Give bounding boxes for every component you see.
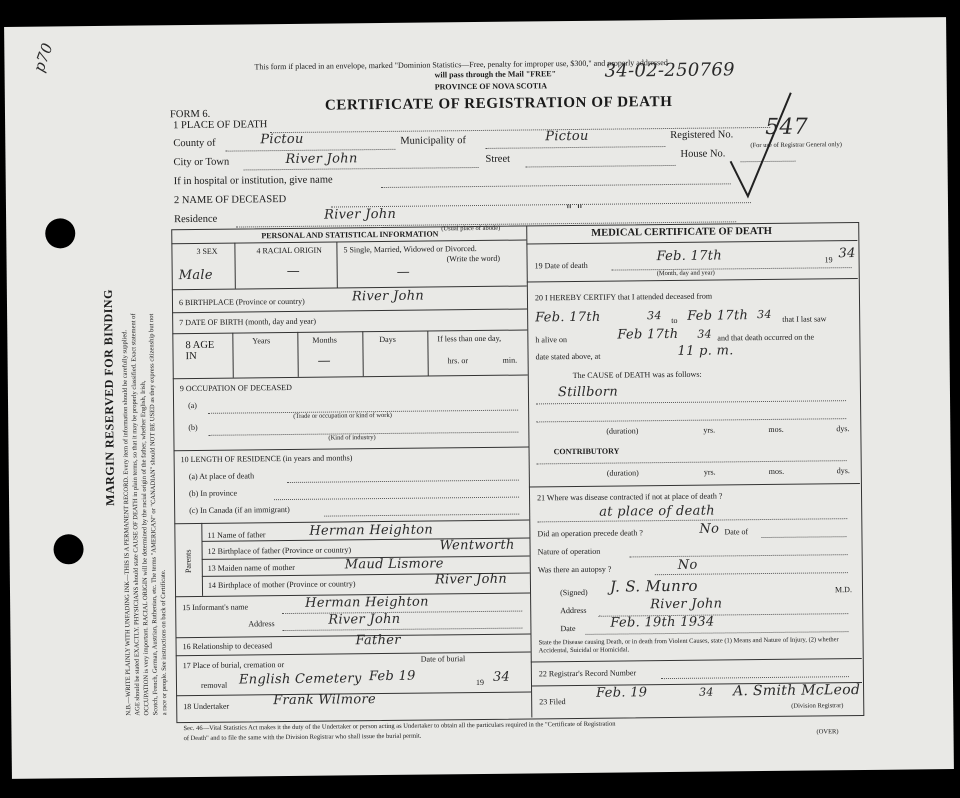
res-a-label: (a) At place of death <box>188 471 255 482</box>
informant-address-label: Address <box>248 619 275 629</box>
nature-label: Nature of operation <box>537 546 601 557</box>
yrs-label-1: yrs. <box>703 425 716 435</box>
record-number-label: 22 Registrar's Record Number <box>538 668 637 679</box>
dys-label-2: dys. <box>836 466 850 476</box>
filed-value: Feb. 19 <box>596 685 648 701</box>
hospital-label: If in hospital or institution, give name <box>173 174 333 188</box>
filed-label: 23 Filed <box>539 697 566 707</box>
operation-value: No <box>699 521 720 537</box>
father-birthplace-label: 12 Birthplace of father (Province or country) <box>207 545 352 556</box>
medical-address-value: River John <box>650 596 723 613</box>
mother-birthplace-value: River John <box>434 571 508 588</box>
autopsy-label: Was there an autopsy ? <box>537 564 612 575</box>
death-year-prefix: 19 <box>824 255 833 265</box>
death-date-value: Feb. 17th <box>656 248 723 265</box>
months-value: — <box>317 353 331 369</box>
form-number: FORM 6. <box>169 108 211 121</box>
undertaker-value: Frank Wilmore <box>273 692 377 709</box>
postal-note-2: will pass through the Mail "FREE" <box>434 69 557 80</box>
page-title: CERTIFICATE OF REGISTRATION OF DEATH <box>324 93 673 114</box>
racial-origin-value: — <box>286 263 301 280</box>
removal-label: removal <box>200 680 228 690</box>
registrar-note: (Division Registrar) <box>791 702 844 710</box>
birthplace-label: 6 BIRTHPLACE (Province or country) <box>178 296 305 308</box>
county-value: Pictou <box>260 131 304 148</box>
footer-line-2: of Death" and to file the same with the Division Registrar who shall issue the burial permit. <box>183 732 422 743</box>
duration-label-2: (duration) <box>606 468 639 478</box>
registered-note: (For use of Registrar General only) <box>750 141 842 150</box>
burial-place-value: English Cemetery <box>238 671 362 688</box>
res-b-label: (b) In province <box>188 488 238 499</box>
city-value: River John <box>285 151 358 168</box>
mother-value: Maud Lismore <box>344 556 444 573</box>
registrar-signature: A. Smith McLeod <box>733 682 861 700</box>
years-label: Years <box>252 336 271 346</box>
sex-value: Male <box>178 267 213 284</box>
registered-label: Registered No. <box>670 129 734 141</box>
res-c-label: (c) In Canada (if an immigrant) <box>189 504 290 516</box>
footer-line-1: Sec. 46—Vital Statistics Act makes it the duty of the Undertaker or person acting as Undertaker to obtain all the particulars required in the "Certificate of Registration <box>183 720 616 733</box>
relationship-label: 16 Relationship to deceased <box>182 641 273 652</box>
yrs-label-2: yrs. <box>703 467 716 477</box>
marital-note: (Write the word) <box>446 253 501 264</box>
violent-causes-note: State the Disease causing Death, or in death from Violent Causes, state (1) Means and Nature of Injury, (2) whether Accidental, Suicidal or Homicidal. <box>538 636 839 655</box>
signed-value: J. S. Munro <box>609 576 698 596</box>
occupation-a-note: (Trade or occupation or kind of work) <box>293 411 392 420</box>
alive-on-label: h alive on <box>535 335 567 345</box>
cause-value: Stillborn <box>557 384 619 401</box>
registered-value: 547 <box>765 114 809 140</box>
personal-heading: PERSONAL AND STATISTICAL INFORMATION <box>261 229 439 241</box>
corner-mark: p70 <box>29 40 57 75</box>
father-value: Herman Heighton <box>309 522 434 539</box>
mother-label: 13 Maiden name of mother <box>207 562 295 573</box>
burial-date-value: Feb 19 <box>368 668 416 685</box>
death-certificate-paper <box>4 17 954 779</box>
burial-year-prefix: 19 <box>475 677 485 688</box>
margin-instructions-1: N.B.—WRITE PLAINLY WITH UNFADING INK—THIS IS A PERMANENT RECORD. Every item of information should be carefully supplied. <box>121 329 133 716</box>
contracted-label: 21 Where was disease contracted if not at place of death ? <box>537 491 723 503</box>
less-day-label: If less than one day, <box>437 333 502 344</box>
medical-heading: MEDICAL CERTIFICATE OF DEATH <box>591 225 772 239</box>
hrs-label: hrs. or <box>447 356 469 366</box>
death-year-value: 34 <box>838 246 856 262</box>
date-signed-label: Date <box>560 624 576 634</box>
residence-value: River John <box>323 206 397 223</box>
alive-on-value: Feb 17th <box>617 326 679 343</box>
autopsy-value: No <box>677 557 698 573</box>
hospital-line <box>381 183 731 188</box>
residence-length-label: 10 LENGTH OF RESIDENCE (in years and months) <box>180 453 353 465</box>
occupation-b-note: (Kind of industry) <box>328 434 376 442</box>
postal-note-1: This form if placed in an envelope, marked "Dominion Statistics—Free, penalty for improper use, $300," and properly addressed <box>254 58 668 72</box>
city-label: City or Town <box>173 156 230 169</box>
occupation-label: 9 OCCUPATION OF DECEASED <box>179 382 292 394</box>
filed-year: 34 <box>699 685 714 699</box>
age-label: 8 AGE IN <box>185 339 215 363</box>
days-label: Days <box>379 334 396 345</box>
death-date-note: (Month, day and year) <box>656 269 715 278</box>
to-label: to <box>671 315 678 325</box>
md-label: M.D. <box>834 585 852 595</box>
marital-value: — <box>396 264 411 280</box>
medical-address-label: Address <box>560 605 587 616</box>
birthplace-value: River John <box>351 288 425 305</box>
margin-instructions-2: AGE should be stated EXACTLY. PHYSICIANS should state CAUSE OF DEATH in plain terms, so that it may be properly classified. Exact statement of <box>130 313 142 716</box>
checkmark-icon <box>725 91 796 202</box>
residence-ditto: " " <box>565 202 584 219</box>
residence-label: Residence <box>174 213 218 226</box>
informant-value: Herman Heighton <box>305 594 429 611</box>
sex-label: 3 SEX <box>196 246 218 256</box>
street-label: Street <box>485 153 511 165</box>
occupation-b: (b) <box>188 422 198 433</box>
name-of-deceased-label: 2 NAME OF DECEASED <box>173 194 287 207</box>
residence-note: (Usual place of abode) <box>441 224 501 233</box>
burial-date-label: Date of burial <box>420 654 466 664</box>
attended-to-year: 34 <box>757 307 772 322</box>
date-signed-value: Feb. 19th 1934 <box>610 614 715 631</box>
attended-from-year: 34 <box>647 309 662 323</box>
mother-birthplace-label: 14 Birthplace of mother (Province or country) <box>207 579 356 590</box>
operation-date-label: Date of <box>724 527 749 537</box>
municipality-line <box>485 146 665 149</box>
municipality-value: Pictou <box>545 128 589 145</box>
mos-label-1: mos. <box>768 424 784 434</box>
alive-on-year: 34 <box>697 327 713 341</box>
occupation-a: (a) <box>188 400 198 411</box>
file-number: 34-02-250769 <box>604 59 735 82</box>
footer-over: (OVER) <box>816 728 839 736</box>
certify-label: 20 I HEREBY CERTIFY that I attended deceased from <box>534 291 713 303</box>
signed-label: (Signed) <box>559 587 588 598</box>
informant-label: 15 Informant's name <box>182 602 249 613</box>
margin-instructions-4: Scotch, French, German, Austrian, Ruthenian, etc. The terms "AMERICAN" or "CANADIAN" should NOT BE USED as they express citizenship but not <box>148 313 160 716</box>
last-saw-label: that I last saw <box>782 314 827 324</box>
marital-label: 5 Single, Married, Widowed or Divorced. <box>343 244 477 255</box>
time-value: 11 p. m. <box>677 343 734 359</box>
undertaker-label: 18 Undertaker <box>183 701 230 712</box>
city-line <box>244 167 479 170</box>
burial-year-value: 34 <box>492 669 511 685</box>
margin-instructions-3: OCCUPATION is very important. RACIAL ORIGIN will be determined by the racial origin of the father, whether English, Irish, <box>139 380 151 716</box>
attended-from-value: Feb. 17th <box>535 309 601 326</box>
cause-label: The CAUSE of DEATH was as follows: <box>572 369 702 381</box>
contracted-value: at place of death <box>599 503 715 520</box>
margin-reserved-label: MARGIN RESERVED FOR BINDING <box>100 289 118 506</box>
father-birthplace-value: Wentworth <box>439 537 515 554</box>
mos-label-2: mos. <box>768 466 785 476</box>
margin-instructions-5: a race or people. See instructions on back of Certificate. <box>159 569 169 716</box>
min-label: min. <box>502 355 518 365</box>
place-of-death-label: 1 PLACE OF DEATH <box>173 119 268 132</box>
occurred-label: and that death occurred on the <box>717 332 815 343</box>
father-label: 11 Name of father <box>207 530 266 540</box>
county-label: County of <box>173 137 216 150</box>
dys-label-1: dys. <box>836 424 850 434</box>
municipality-label: Municipality of <box>400 135 466 147</box>
death-date-label: 19 Date of death <box>534 260 588 271</box>
parents-side-label: Parents <box>183 549 193 574</box>
date-stated-label: date stated above, at <box>535 351 601 362</box>
binding-hole-top <box>45 218 75 248</box>
months-label: Months <box>312 335 337 345</box>
province-label: PROVINCE OF NOVA SCOTIA <box>434 81 548 92</box>
burial-place-label: 17 Place of burial, cremation or <box>182 660 285 671</box>
house-label: House No. <box>680 148 726 160</box>
operation-label: Did an operation precede death ? <box>537 528 643 539</box>
duration-label-1: (duration) <box>606 426 639 436</box>
dob-label: 7 DATE OF BIRTH (month, day and year) <box>179 316 317 328</box>
contributory-label: CONTRIBUTORY <box>553 446 620 457</box>
binding-hole-bottom <box>53 534 83 564</box>
racial-origin-label: 4 RACIAL ORIGIN <box>256 245 322 256</box>
relationship-value: Father <box>355 632 401 649</box>
informant-address-value: River John <box>328 611 401 628</box>
street-line <box>526 165 676 168</box>
attended-to-value: Feb 17th <box>687 308 749 324</box>
